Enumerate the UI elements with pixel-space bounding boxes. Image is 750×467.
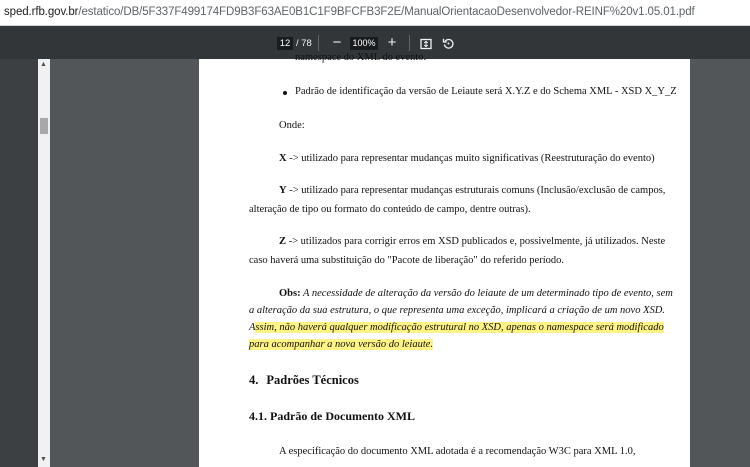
version-bullet-text: Padrão de identificação da versão de Leiaute será X.Y.Z e do Schema XML - XSD X_Y_Z [295, 86, 677, 97]
url-host: sped.rfb.gov.br [4, 6, 79, 18]
z-definition [279, 236, 665, 247]
toolbar-divider [318, 35, 319, 51]
highlighted-text[interactable]: ssim, não haverá qualquer modificação estrutural no XSD, apenas o namespace será modificado [255, 322, 664, 333]
z-text: -> utilizados para corrigir erros em XSD publicados e, possivelmente, já utilizados. Neste [286, 236, 666, 247]
x-key: X [279, 153, 287, 164]
rotate-icon[interactable] [442, 37, 455, 55]
highlighted-text[interactable]: para acompanhar a nova versão do leiaute. [249, 339, 434, 350]
xml-spec-paragraph: A especificação do documento XML adotada é a recomendação W3C para XML 1.0, [279, 446, 636, 457]
pdf-page [199, 52, 690, 467]
section-title: Padrões Técnicos [266, 373, 359, 387]
y-definition-cont: alteração de tipo ou formato do conteúdo de campo, dentre outras). [249, 204, 531, 215]
section-number: 4. [249, 373, 259, 387]
z-key: Z [279, 236, 287, 247]
url-path: /estatico/DB/5F337F499174FD9B3F63AE0B1C1F9BFCFB3F2E/ManualOrientacaoDesenvolvedor-REINF%20v1.05.01.pdf [78, 6, 695, 18]
zoom-input[interactable] [350, 37, 378, 50]
bullet-icon [283, 91, 287, 95]
y-text: -> utilizado para representar mudanças estruturais comuns (Inclusão/exclusão de campos, [286, 185, 666, 196]
zoom-in-button[interactable]: + [387, 34, 397, 51]
obs-key: Obs: [279, 288, 301, 299]
thumbnail-sidebar [0, 59, 38, 467]
page-number-input[interactable] [277, 37, 293, 50]
obs-line-4 [249, 339, 433, 350]
section-4-heading [249, 373, 359, 388]
y-definition [279, 185, 665, 196]
y-key: Y [279, 185, 287, 196]
obs-line-1: A necessidade de alteração da versão do leiaute de um determinado tipo de evento, sem [300, 288, 673, 299]
zoom-out-button[interactable]: − [332, 34, 342, 51]
obs-line-3a: A [249, 322, 256, 333]
section-4-1-heading: 4.1. Padrão de Documento XML [249, 409, 415, 423]
cut-off-line: namespace do XML do evento. [295, 52, 427, 63]
z-definition-cont: caso haverá uma substituição do "Pacote de liberação" do referido período. [249, 255, 564, 266]
onde-label: Onde: [279, 120, 305, 131]
scroll-up-arrow-icon[interactable]: ▲ [40, 61, 47, 68]
scrollbar-thumb[interactable] [40, 118, 48, 134]
scroll-down-arrow-icon[interactable]: ▼ [40, 456, 47, 463]
address-bar[interactable] [0, 0, 750, 26]
x-definition [279, 153, 655, 164]
page-total: / 78 [296, 38, 312, 49]
x-text: -> utilizado para representar mudanças muito significativas (Reestruturação do evento) [286, 153, 655, 164]
obs-paragraph [279, 288, 673, 299]
obs-line-2: a alteração da sua estrutura, o que representa uma exceção, implicará a criação de um novo XSD. [249, 305, 665, 316]
url-text[interactable] [4, 6, 695, 18]
toolbar-divider [409, 35, 410, 51]
obs-line-3 [249, 322, 664, 333]
